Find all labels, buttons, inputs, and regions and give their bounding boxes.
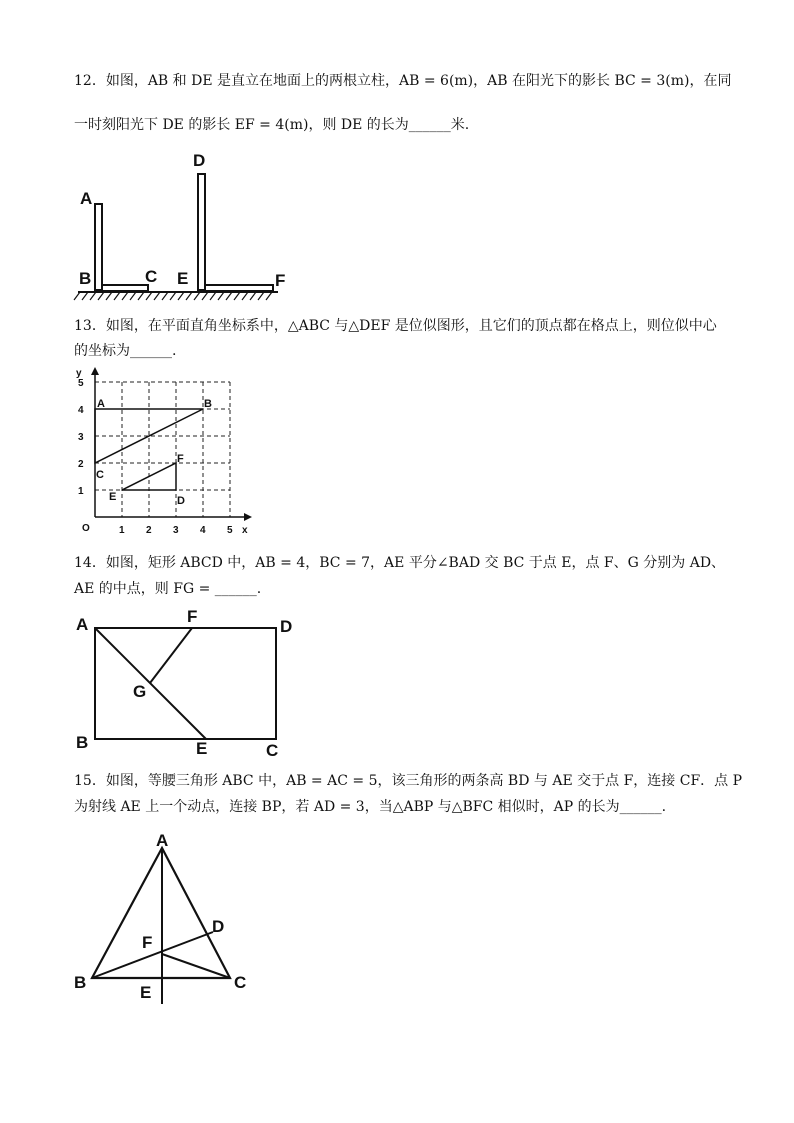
q13-y-tick: 3 <box>78 432 84 443</box>
q13-text-line-2: 的坐标为______. <box>74 343 177 359</box>
q15-label-f: F <box>142 933 153 952</box>
q15-altitude-bd <box>92 932 213 978</box>
q14-label-b: B <box>76 733 89 752</box>
q15-label-e: E <box>140 983 152 1002</box>
q14-segment-ae <box>95 628 206 739</box>
q13-y-tick: 4 <box>78 405 84 416</box>
q13-y-tick: 5 <box>78 378 84 389</box>
q12-label-d: D <box>193 151 206 170</box>
q15-figure <box>70 828 270 1013</box>
q14-label-f: F <box>187 607 198 626</box>
q13-x-tick: 3 <box>173 525 179 536</box>
q14-label-e: E <box>196 739 208 756</box>
q12-text-line-2: 一时刻阳光下 DE 的影长 EF = 4(m)，则 DE 的长为______米. <box>74 117 470 133</box>
q12-figure <box>70 146 300 306</box>
q12-label-c: C <box>145 267 158 286</box>
q14-segment-fg <box>150 628 192 683</box>
q13-label-f: F <box>177 453 184 465</box>
q13-x-tick: 1 <box>119 525 125 536</box>
q15-label-c: C <box>234 973 247 992</box>
q13-x-axis-label: x <box>242 525 248 536</box>
q13-y-tick: 2 <box>78 459 84 470</box>
q13-x-tick: 4 <box>200 525 206 536</box>
q12-shadow-ef <box>205 285 273 291</box>
q15-label-a: A <box>156 831 169 850</box>
q15-text-line-2: 为射线 AE 上一个动点，连接 BP，若 AD = 3，当△ABP 与△BFC 相似时，AP 的长为______. <box>74 799 667 815</box>
q14-label-a: A <box>76 615 89 634</box>
q14-rectangle-abcd <box>95 628 276 739</box>
q12-label-a: A <box>80 189 93 208</box>
q13-label-c: C <box>96 469 104 481</box>
q14-figure <box>70 606 310 756</box>
q13-origin-label: O <box>82 523 90 534</box>
q15-label-b: B <box>74 973 87 992</box>
q13-text-line-1: 13．如图，在平面直角坐标系中，△ABC 与△DEF 是位似图形，且它们的顶点都在格点上，则位似中心 <box>74 318 717 334</box>
q15-text-line-1: 15．如图，等腰三角形 ABC 中，AB = AC = 5，该三角形的两条高 BD 与 AE 交于点 F，连接 CF．点 P <box>74 773 743 789</box>
q14-label-c: C <box>266 741 279 756</box>
q15-label-d: D <box>212 917 225 936</box>
q12-label-e: E <box>177 269 189 288</box>
q12-label-f: F <box>275 271 286 290</box>
q12-shadow-bc <box>102 285 148 291</box>
q12-text-line-1: 12．如图，AB 和 DE 是直立在地面上的两根立柱，AB = 6(m)，AB 在阳光下的影长 BC = 3(m)，在同 <box>74 73 732 89</box>
q14-text-line-2: AE 的中点，则 FG = ______. <box>74 581 262 597</box>
q13-label-d: D <box>177 495 185 507</box>
q14-text-line-1: 14．如图，矩形 ABCD 中，AB = 4，BC = 7，AE 平分∠BAD 交 BC 于点 E，点 F、G 分别为 AD、 <box>74 555 726 571</box>
q12-post-de <box>198 174 205 290</box>
q12-post-ab <box>95 204 102 290</box>
q13-label-e: E <box>109 491 117 503</box>
q13-x-tick: 2 <box>146 525 152 536</box>
q13-y-axis-label: y <box>76 368 82 379</box>
q14-label-g: G <box>133 682 147 701</box>
q12-label-b: B <box>79 269 92 288</box>
q13-figure <box>70 365 260 540</box>
q13-label-a: A <box>97 398 105 410</box>
q14-label-d: D <box>280 617 293 636</box>
q13-y-tick: 1 <box>78 486 84 497</box>
q13-x-tick: 5 <box>227 525 233 536</box>
q13-label-b: B <box>204 398 212 410</box>
